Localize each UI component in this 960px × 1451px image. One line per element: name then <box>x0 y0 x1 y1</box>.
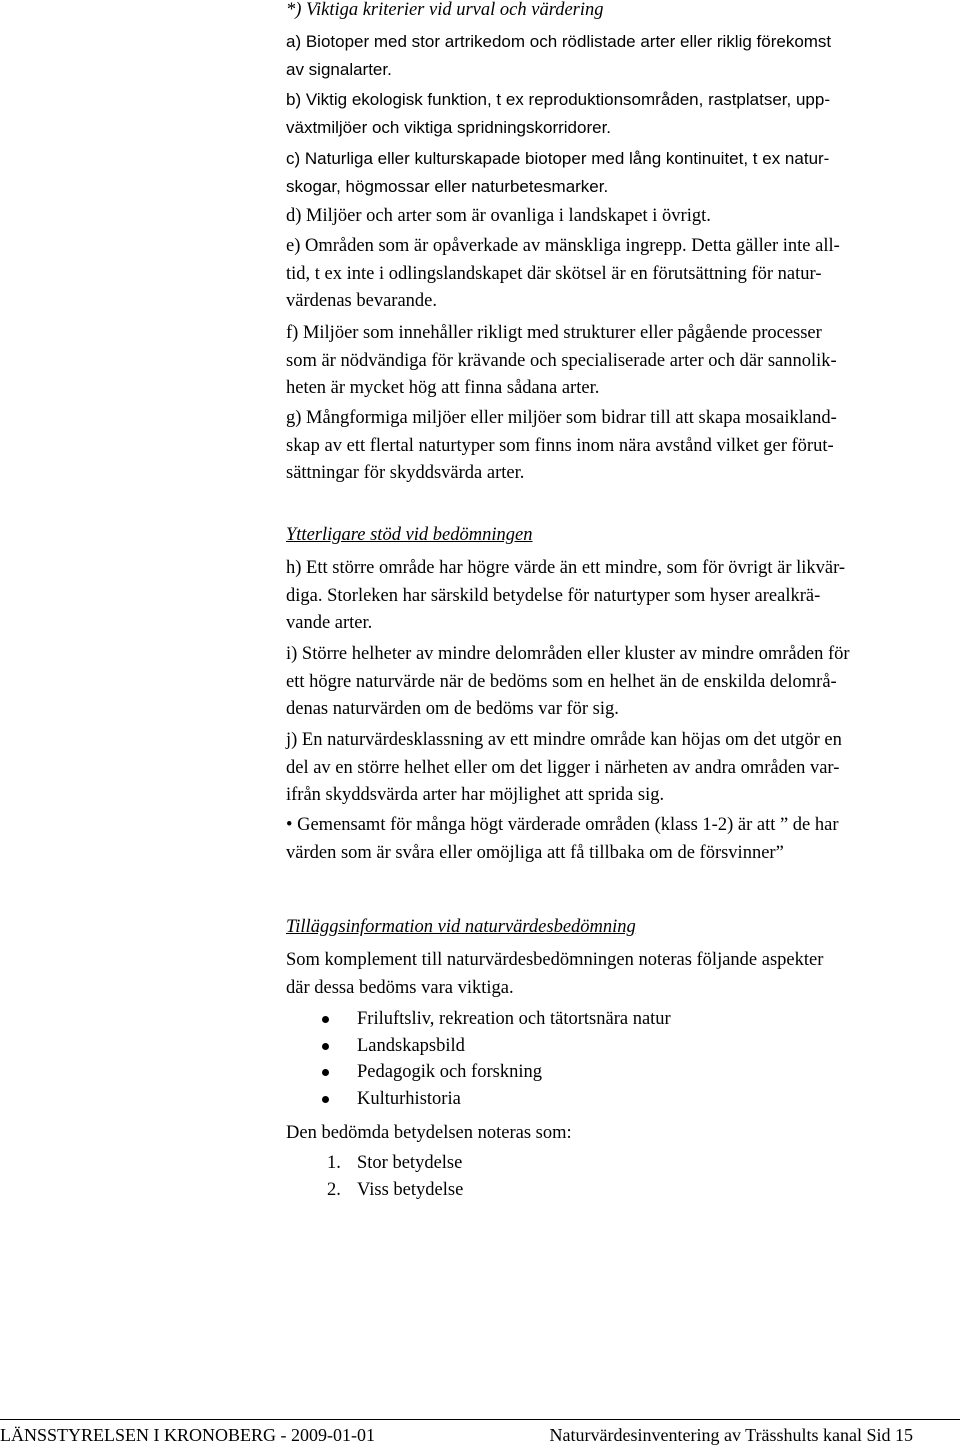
criterion-f: f) Miljöer som innehåller rikligt med strukturer eller pågående processer som är nödvändiga för krävande och specialiserade arter och där sannolik- heten är mycket hög att finna sådana arter. <box>286 323 837 398</box>
criterion-a: a) Biotoper med stor artrikedom och rödlistade arter eller riklig förekomst av signalarter. <box>286 32 832 79</box>
criterion-j: j) En naturvärdesklassning av ett mindre område kan höjas om det utgör en del av en större helhet eller om det ligger i närheten av andra områden var- ifrån skyddsvärda arter har möjlighet att sprida sig. <box>286 730 842 805</box>
criterion-b: b) Viktig ekologisk funktion, t ex reproduktionsområden, rastplatser, upp- växtmiljöer och viktiga spridningskorridorer. <box>286 90 830 137</box>
criterion-i: i) Större helheter av mindre delområden eller kluster av mindre områden för ett högre naturvärde när de bedöms som en helhet än de enskilda delområ- denas naturvärden om de bedöms var för sig. <box>286 644 850 719</box>
support-heading: Ytterligare stöd vid bedömningen <box>286 525 533 545</box>
criterion-h: h) Ett större område har högre värde än ett mindre, som för övrigt är likvär- diga. Storleken har särskild betydelse för naturtyper som hyser arealkrä- vande arter. <box>286 558 846 633</box>
additional-intro: Som komplement till naturvärdesbedömningen noteras följande aspekter där dessa bedöms vara viktiga. <box>286 950 824 998</box>
bullet-icon <box>322 1096 329 1103</box>
bullet-icon <box>322 1069 329 1076</box>
criterion-e: e) Områden som är opåverkade av mänskliga ingrepp. Detta gäller inte all- tid, t ex inte i odlingslandskapet där skötsel är en förutsättning för natur- värdenas bevarande. <box>286 236 840 311</box>
bullet-icon <box>322 1043 329 1050</box>
footer-divider <box>0 1419 960 1420</box>
footer-page-info: Naturvärdesinventering av Trässhults kanal Sid 15 <box>549 1425 913 1445</box>
footer-organization: LÄNSSTYRELSEN I KRONOBERG - 2009-01-01 <box>0 1425 375 1445</box>
criterion-g: g) Mångformiga miljöer eller miljöer som bidrar till att skapa mosaikland- skap av ett flertal naturtyper som finns inom nära avstånd vilket ger förut- sättningar för skyddsvärda arter. <box>286 408 837 483</box>
bullet-icon <box>322 1016 329 1023</box>
criterion-c: c) Naturliga eller kulturskapade biotoper med lång kontinuitet, t ex natur- skogar, högmossar eller naturbetesmarker. <box>286 149 830 196</box>
additional-heading: Tilläggsinformation vid naturvärdesbedömning <box>286 917 636 937</box>
significance-intro: Den bedömda betydelsen noteras som: <box>286 1123 572 1143</box>
criteria-heading: *) Viktiga kriterier vid urval och värdering <box>286 0 604 20</box>
criterion-d: d) Miljöer och arter som är ovanliga i landskapet i övrigt. <box>286 206 711 226</box>
common-statement: • Gemensamt för många högt värderade områden (klass 1-2) är att ” de har värden som är svåra eller omöjliga att få tillbaka om de försvinner” <box>286 815 839 863</box>
